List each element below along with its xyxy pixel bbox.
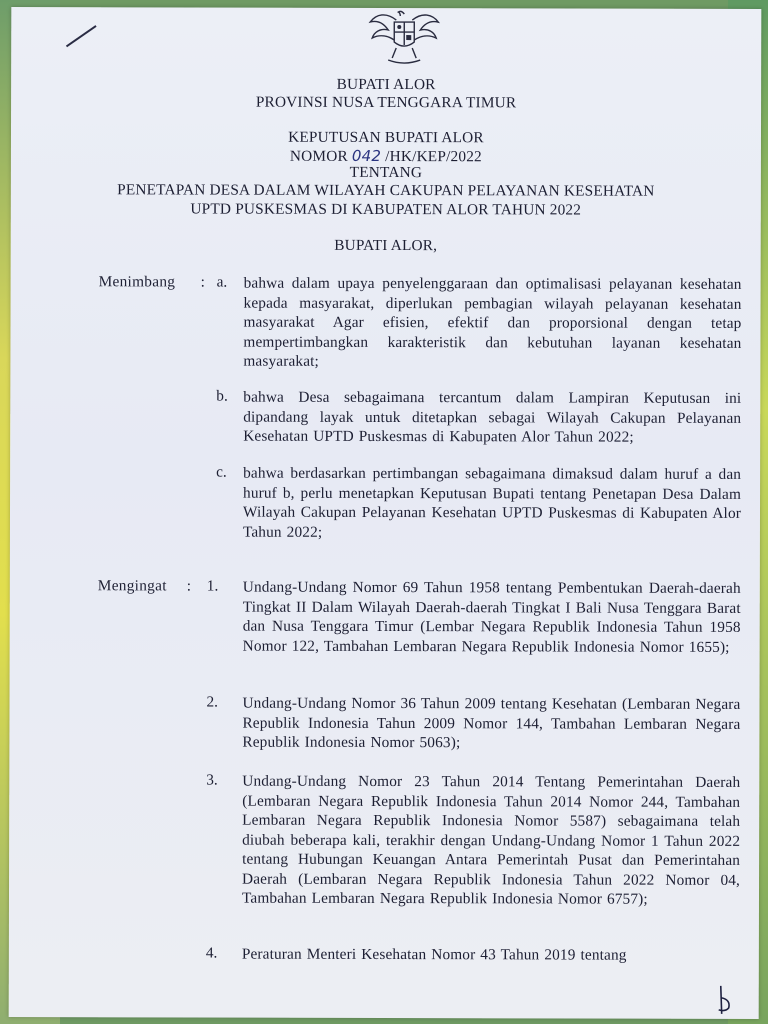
menimbang-item-a-text: bahwa dalam upaya penyelenggaraan dan optimalisasi pelayanan kesehatan kepada masyarakat, diperlukan pembagian wilayah pelayanan kesehatan masyarakat Agar efisien, efektif dan proporsional dengan tetap mempertimbangkan karakteristik dan kebutuhan layanan kesehatan masyarakat;: [243, 274, 742, 370]
mengingat-item-2-marker: 2.: [206, 693, 219, 711]
mengingat-item-4-marker: 4.: [205, 944, 218, 962]
document-page: [9, 7, 762, 1019]
menimbang-item-c-marker: c.: [216, 463, 227, 481]
garuda-emblem-icon: [366, 8, 442, 66]
subject-line-1: PENETAPAN DESA DALAM WILAYAH CAKUPAN PELAYANAN KESEHATAN: [117, 181, 655, 200]
mengingat-item-1-marker: 1.: [206, 577, 219, 595]
decree-number-prefix: NOMOR: [289, 147, 348, 165]
decree-title: KEPUTUSAN BUPATI ALOR: [288, 128, 484, 147]
decree-number-suffix: /HK/KEP/2022: [385, 147, 482, 166]
mengingat-item-3-marker: 3.: [206, 771, 218, 789]
decree-number-handwritten: 042: [351, 146, 382, 165]
menimbang-label: Menimbang: [98, 273, 176, 291]
paraf-initial-mark: [711, 984, 741, 1018]
regent-heading: BUPATI ALOR,: [334, 236, 438, 255]
mengingat-colon: :: [186, 577, 192, 595]
pen-stroke-mark: [66, 25, 97, 47]
mengingat-item-1-text: Undang-Undang Nomor 69 Tahun 1958 tentang Pembentukan Daerah-daerah Tingkat II Dalam Wilayah Daerah-daerah Tingkat I Bali Nusa Tenggara Barat dan Nusa Tenggara Timur (Lembar Negara Republik Indonesia Tahun 1958 Nomor 122, Tambahan Lembaran Negara Republik Indonesia Nomor 1655);: [242, 578, 741, 656]
about-label: TENTANG: [349, 163, 423, 182]
menimbang-item-c-text: bahwa berdasarkan pertimbangan sebagaimana dimaksud dalam huruf a dan huruf b, perlu menetapkan Keputusan Bupati tentang Penetapan Desa Dalam Wilayah Cakupan Pelayanan Kesehatan UPTD Puskesmas di Kabupaten Alor Tahun 2022;: [242, 464, 742, 541]
subject-line-2: UPTD PUSKESMAS DI KABUPATEN ALOR TAHUN 2022: [190, 200, 582, 219]
mengingat-item-3-text: Undang-Undang Nomor 23 Tahun 2014 Tentang Pemerintahan Daerah (Lembaran Negara Republik Indonesia Tahun 2014 Nomor 244, Tambahan Lembaran Negara Republik Indonesia Nomor 5587) sebagaimana telah diubah beberapa kali, terakhir dengan Undang-Undang Nomor 1 Tahun 2022 tentang Hubungan Keuangan Antara Pemerintah Pusat dan Pemerintahan Daerah (Lembaran Negara Republik Indonesia Tahun 2022 Nomor 04, Tambahan Lembaran Negara Republik Indonesia Nomor 6757);: [241, 772, 741, 908]
menimbang-item-b-marker: b.: [216, 387, 228, 405]
regent-title: BUPATI ALOR: [336, 75, 436, 94]
mengingat-item-4-text: Peraturan Menteri Kesehatan Nomor 43 Tahun 2019 tentang: [241, 945, 627, 964]
mengingat-item-2-text: Undang-Undang Nomor 36 Tahun 2009 tentang Kesehatan (Lembaran Negara Republik Indonesia Tahun 2009 Nomor 144, Tambahan Lembaran Negara Republik Indonesia Nomor 5063);: [242, 694, 741, 752]
menimbang-colon: :: [200, 273, 205, 291]
province-name: PROVINSI NUSA TENGGARA TIMUR: [255, 93, 517, 112]
menimbang-item-b-text: bahwa Desa sebagaimana tercantum dalam Lampiran Keputusan ini dipandang layak untuk ditetapkan sebagai Wilayah Cakupan Pelayanan Kesehatan UPTD Puskesmas di Kabupaten Alor Tahun 2022;: [243, 388, 742, 446]
menimbang-item-a-marker: a.: [216, 273, 228, 291]
mengingat-label: Mengingat: [97, 577, 167, 595]
